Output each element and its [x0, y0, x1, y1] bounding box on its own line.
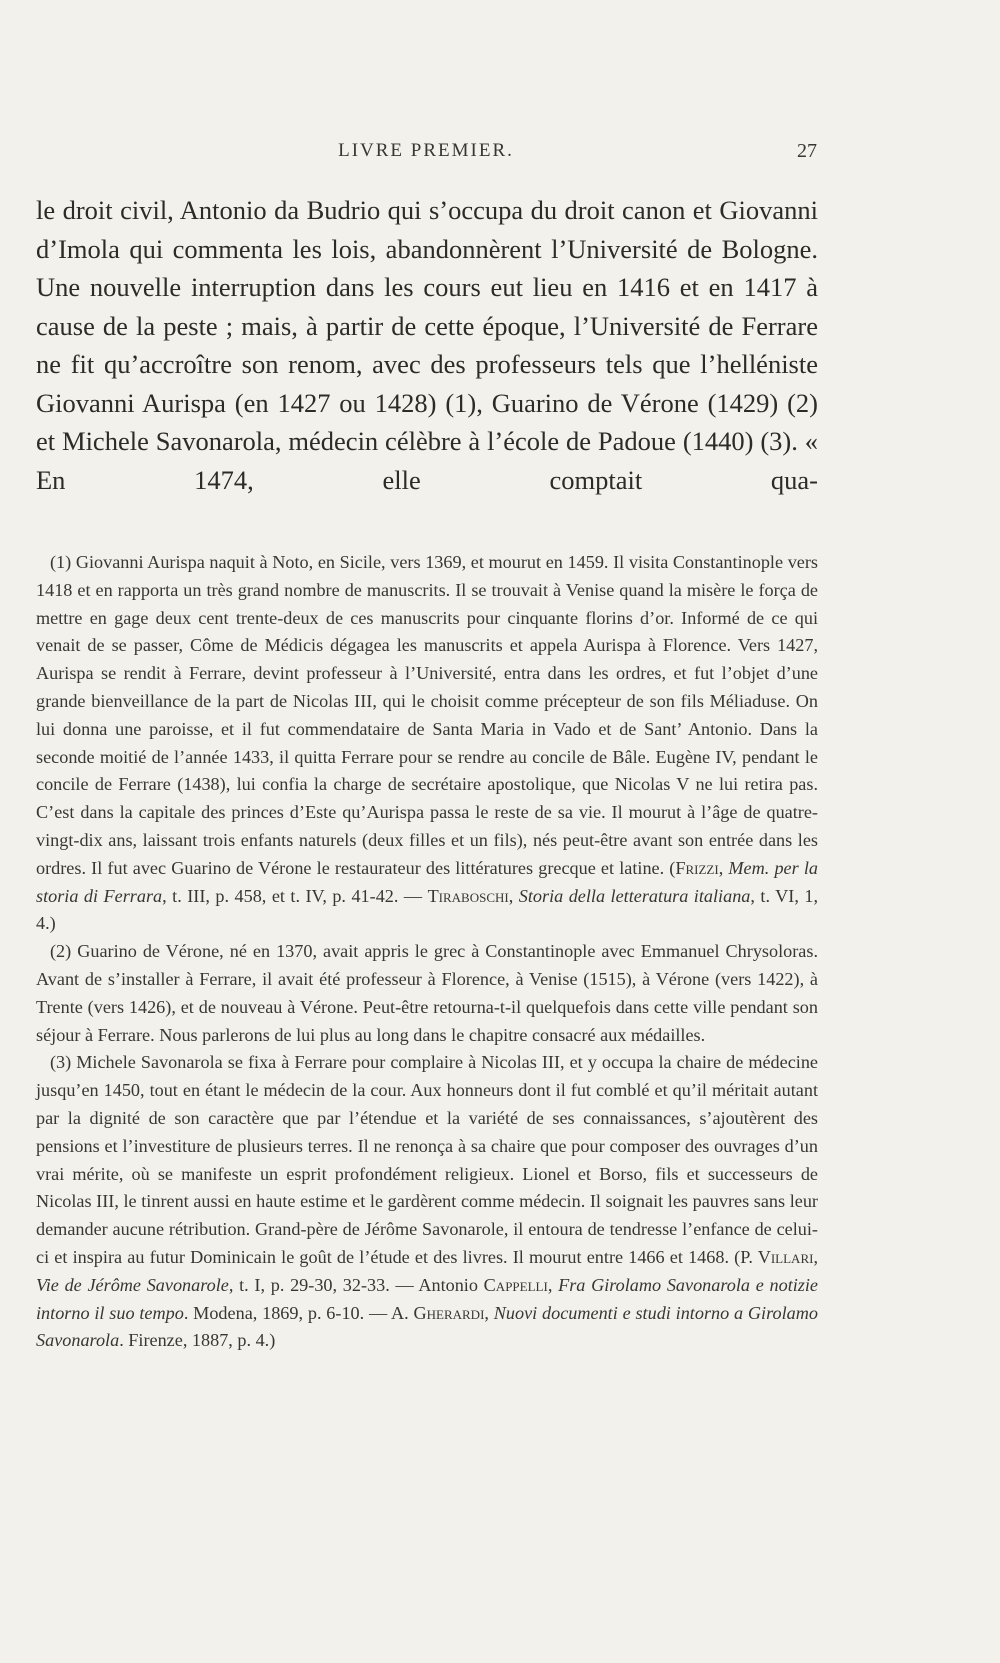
footnote-1-work-2: Storia della letteratura italiana: [518, 885, 751, 906]
page-number: 27: [797, 140, 817, 162]
footnote-1-ref-2: , t. VI, 1, 4.): [36, 885, 818, 934]
footnote-3-author-3: Gherardi: [413, 1302, 485, 1323]
footnote-1-ref-1: , t. III, p. 458, et t. IV, p. 41-42. —: [162, 885, 428, 906]
footnote-3-ref-1: , t. I, p. 29-30, 32-33. — Antonio: [228, 1274, 484, 1295]
footnote-3-author-1: P. Villari: [740, 1246, 814, 1267]
main-text: [36, 191, 818, 499]
footnote-1-text: (1) Giovanni Aurispa naquit à Noto, en Sicile, vers 1369, et mourut en 1459. Il visita Constantinople vers 1418 et en rapporta un très grand nombre de manuscrits. Il se trouvait à Venise quand la misère le força de mettre en gage deux cent trente-deux de ces manuscrits pour cinquante florins d’or. Informé de ce qui venait de se passer, Côme de Médicis dégagea les manuscrits et appela Aurispa à Florence. Vers 1427, Aurispa se rendit à Ferrare, devint professeur à l’Université, entra dans les ordres, et fut l’objet d’une grande bienveillance de la part de Nicolas III, qui le choisit comme précepteur de son fils Méliaduse. On lui donna une paroisse, et il fut commendataire de Santa Maria in Vado et de Sant’ Antonio. Dans la seconde moitié de l’année 1433, il quitta Ferrare pour se rendre au concile de Bâle. Eugène IV, pendant le concile de Ferrare (1438), lui confia la charge de secrétaire apostolique, que Nicolas V ne lui retira pas. C’est dans la capitale des princes d’Este qu’Aurispa passa le reste de sa vie. Il mourut à l’âge de quatre-vingt-dix ans, laissant trois enfants naturels (deux filles et un fils), nés peut-être avant son entrée dans les ordres. Il fut avec Guarino de Vérone le restaurateur des littératures grecque et latine. (: [36, 552, 818, 878]
footnote-1: (1) Giovanni Aurispa naquit à Noto, en Sicile, vers 1369, et mourut en 1459. Il visita Constantinople vers 1418 et en rapporta un très grand nombre de manuscrits. Il se trouvait à Venise quand la misère le força de mettre en gage deux cent trente-deux de ces manuscrits pour cinquante florins d’or. Informé de ce qui venait de se passer, Côme de Médicis dégagea les manuscrits et appela Aurispa à Florence. Vers 1427, Aurispa se rendit à Ferrare, devint professeur à l’Université, entra dans les ordres, et fut l’objet d’une grande bienveillance de la part de Nicolas III, qui le choisit comme précepteur de son fils Méliaduse. On lui donna une paroisse, et il fut commendataire de Santa Maria in Vado et de Sant’ Antonio. Dans la seconde moitié de l’année 1433, il quitta Ferrare pour se rendre au concile de Bâle. Eugène IV, pendant le concile de Ferrare (1438), lui confia la charge de secrétaire apostolique, que Nicolas V ne lui retira pas. C’est dans la capitale des princes d’Este qu’Aurispa passa le reste de sa vie. Il mourut à l’âge de quatre-vingt-dix ans, laissant trois enfants naturels (deux filles et un fils), nés peut-être avant son entrée dans les ordres. Il fut avec Guarino de Vérone le restaurateur des littératures grecque et latine. (Frizzi, Mem. per la storia di Ferrara, t. III, p. 458, et t. IV, p. 41-42. — Tiraboschi, Storia della letteratura italiana, t. VI, 1, 4.): [36, 552, 819, 934]
footnote-1-work-1: Mem. per la storia di Ferrara: [36, 857, 819, 906]
page-header: [35, 140, 817, 174]
footnotes: [36, 549, 818, 1355]
main-paragraph: le droit civil, Antonio da Budrio qui s’occupa du droit canon et Giovanni d’Imola qui commenta les lois, abandonnèrent l’Université de Bologne. Une nouvelle interruption dans les cours eut lieu en 1416 et en 1417 à cause de la peste ; mais, à partir de cette époque, l’Université de Ferrare ne fit qu’accroître son renom, avec des professeurs tels que l’helléniste Giovanni Aurispa (en 1427 ou 1428) (1), Guarino de Vérone (1429) (2) et Michele Savonarola, médecin célèbre à l’école de Padoue (1440) (3). « En 1474, elle comptait qua-: [36, 195, 818, 495]
footnote-3-author-2: Cappelli: [483, 1274, 548, 1295]
footnote-3-ref-3: . Firenze, 1887, p. 4.): [119, 1330, 276, 1351]
footnote-3-work-2: Fra Girolamo Savonarola e notizie intorno il suo tempo: [36, 1274, 818, 1323]
footnote-2: [36, 938, 818, 1049]
footnote-3-ref-2: . Modena, 1869, p. 6-10. — A.: [183, 1302, 414, 1323]
footnote-3-work-3: Nuovi documenti e studi intorno a Girolamo Savonarola: [36, 1302, 818, 1351]
footnote-3: (3) Michele Savonarola se fixa à Ferrare pour complaire à Nicolas III, et y occupa la chaire de médecine jusqu’en 1450, tout en étant le médecin de la cour. Aux honneurs dont il fut comblé et qu’il méritait autant par la dignité de son caractère que par l’étendue et la variété de ses connaissances, s’ajoutèrent des pensions et l’investiture de plusieurs terres. Il ne renonça à sa chaire que pour composer des ouvrages d’un vrai mérite, où se manifeste un esprit profondément religieux. Lionel et Borso, fils et successeurs de Nicolas III, le tinrent aussi en haute estime et le gardèrent comme médecin. Il soignait les pauvres sans leur demander aucune rétribution. Grand-père de Jérôme Savonarole, il entoura de tendresse l’enfance de celui-ci et inspira au futur Dominicain le goût de l’étude et des livres. Il mourut entre 1466 et 1468. (P. Villari, Vie de Jérôme Savonarole, t. I, p. 29-30, 32-33. — Antonio Cappelli, Fra Girolamo Savonarola e notizie intorno il suo tempo. Modena, 1869, p. 6-10. — A. Gherardi, Nuovi documenti e studi intorno a Girolamo Savonarola. Firenze, 1887, p. 4.): [36, 1052, 818, 1351]
footnote-3-text: (3) Michele Savonarola se fixa à Ferrare pour complaire à Nicolas III, et y occupa la chaire de médecine jusqu’en 1450, tout en étant le médecin de la cour. Aux honneurs dont il fut comblé et qu’il méritait autant par la dignité de son caractère que par l’étendue et la variété de ses connaissances, s’ajoutèrent des pensions et l’investiture de plusieurs terres. Il ne renonça à sa chaire que pour composer des ouvrages d’un vrai mérite, où se manifeste un esprit profondément religieux. Lionel et Borso, fils et successeurs de Nicolas III, le tinrent aussi en haute estime et le gardèrent comme médecin. Il soignait les pauvres sans leur demander aucune rétribution. Grand-père de Jérôme Savonarole, il entoura de tendresse l’enfance de celui-ci et inspira au futur Dominicain le goût de l’étude et des livres. Il mourut entre 1466 et 1468. (: [36, 1052, 818, 1267]
footnote-3-work-1: Vie de Jérôme Savonarole: [36, 1274, 229, 1295]
running-title: LIVRE PREMIER.: [338, 140, 514, 161]
footnote-2-text: (2) Guarino de Vérone, né en 1370, avait appris le grec à Constantinople avec Emmanuel Chrysoloras. Avant de s’installer à Ferrare, il avait été professeur à Florence, à Venise (1515), à Vérone (vers 1422), à Trente (vers 1426), et de nouveau à Vérone. Peut-être retourna-t-il quelquefois dans cette ville pendant son séjour à Ferrare. Nous parlerons de lui plus au long dans le chapitre consacré aux médailles.: [36, 941, 818, 1045]
footnote-1-author-2: Tiraboschi: [427, 885, 509, 906]
footnote-1-author-1: Frizzi: [675, 857, 719, 878]
